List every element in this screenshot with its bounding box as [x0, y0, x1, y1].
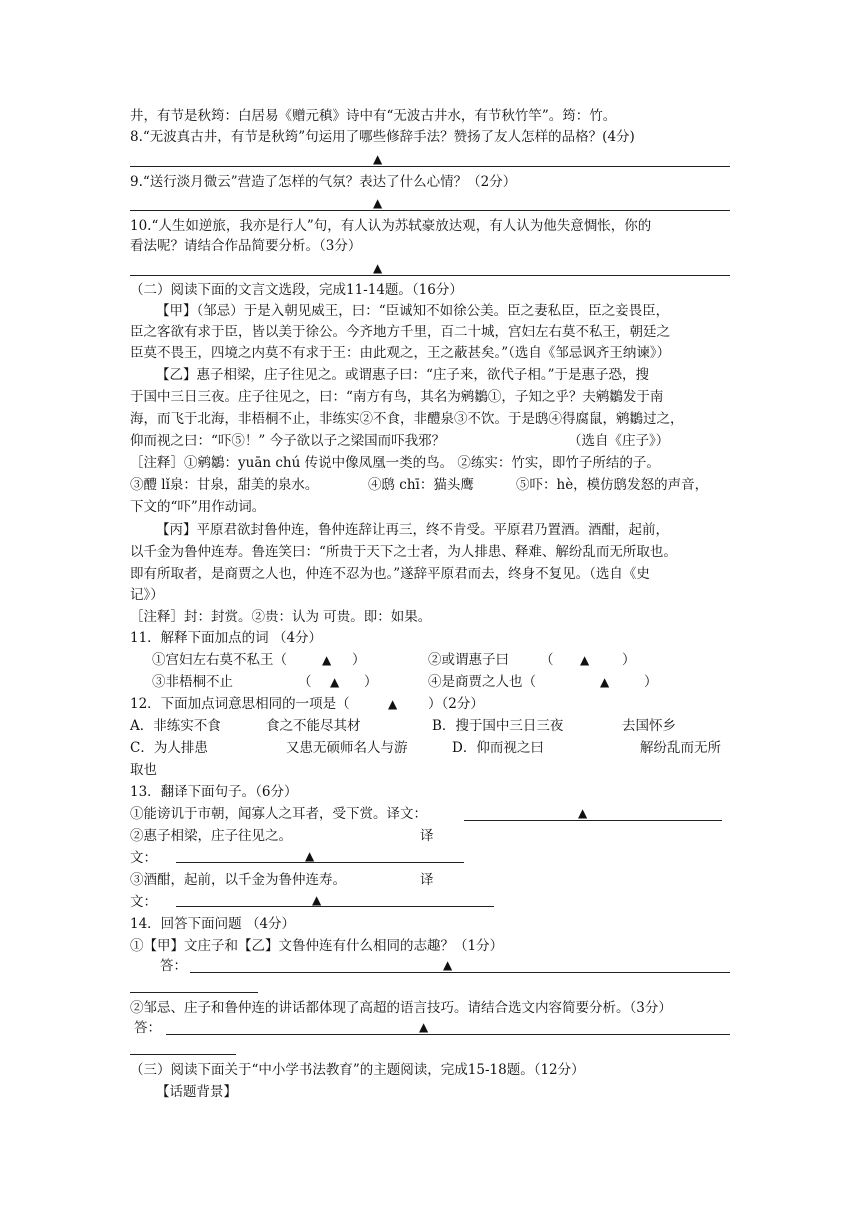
answer-label: 答： — [134, 1020, 161, 1036]
answer-line-q14-2[interactable] — [166, 1034, 730, 1035]
paren-close: ） — [352, 652, 366, 668]
answer-marker[interactable]: ▲ — [580, 653, 590, 667]
q12-option-d: D．仰而视之曰 — [452, 740, 544, 756]
answer-marker: ▲ — [373, 152, 383, 166]
passage-a-line: 【甲】（邹忌）于是入朝见威王，曰：“臣诚知不如徐公美。臣之妻私臣，臣之妾畏臣， — [156, 303, 670, 319]
passage-c-line: 以千金为鲁仲连寿。鲁连笑曰：“所贵于天下之士者，为人排患、释难、解纷乱而无所取也。 — [130, 544, 677, 560]
question-13: 13．翻译下面句子。（6分） — [130, 784, 298, 800]
question-8: 8.“无波真古井，有节是秋筠”句运用了哪些修辞手法？赞扬了友人怎样的品格？(4分) — [130, 129, 635, 145]
q14-part-2: ②邹忌、庄子和鲁仲连的讲话都体现了高超的语言技巧。请结合选文内容简要分析。（3分） — [130, 1000, 672, 1016]
q12-option-a: A．非练实不食 — [130, 718, 221, 734]
answer-marker[interactable]: ▲ — [330, 675, 340, 689]
answer-marker[interactable]: ▲ — [600, 675, 610, 689]
annotation-line: ③醴 lǐ泉：甘泉，甜美的泉水。 — [130, 477, 319, 493]
answer-line-q13-1[interactable] — [464, 820, 722, 821]
passage-a-line: 臣莫不畏王，四境之内莫不有求于王：由此观之，王之蔽甚矣。”（选自《邹忌讽齐王纳谏》） — [130, 345, 671, 361]
q12-option-d-compare: 解纷乱而无所 — [640, 740, 721, 756]
annotation-line: ［注释］封：封赏。②贵：认为 可贵。即：如果。 — [130, 609, 432, 625]
annotation-item: ④鸱 chī：猫头鹰 — [368, 477, 474, 493]
answer-marker: ▲ — [312, 893, 322, 907]
answer-marker: ▲ — [419, 1020, 429, 1034]
question-12-score: ）（2分） — [428, 696, 484, 712]
q11-item-3: ③非梧桐不止 — [152, 674, 233, 690]
answer-marker: ▲ — [443, 958, 453, 972]
q13-sentence-2: ②惠子相梁，庄子往见之。 — [130, 828, 292, 844]
answer-marker: ▲ — [578, 806, 588, 820]
passage-b-line: 海，而飞于北海，非梧桐不止，非练实②不食，非醴泉③不饮。于是鸱④得腐鼠，鹓鶵过之， — [130, 411, 684, 427]
passage-c-line: 即有所取者，是商贾之人也，仲连不忍为也。”遂辞平原君而去，终身不复见。（选自《史 — [130, 566, 650, 582]
q12-option-c: C．为人排患 — [130, 740, 208, 756]
q12-option-c-compare: 又患无硕师名人与游 — [286, 740, 408, 756]
answer-label: 答： — [160, 958, 187, 974]
question-14: 14．回答下面问题 （4分） — [130, 916, 296, 932]
answer-marker: ▲ — [373, 261, 383, 275]
answer-line-q14-2-cont[interactable] — [130, 1054, 236, 1055]
q13-sentence-3: ③酒酣，起前，以千金为鲁仲连寿。 — [130, 872, 346, 888]
translation-label-cont: 文： — [130, 850, 157, 866]
translation-label-cont: 文： — [130, 894, 157, 910]
annotation-item: ⑤吓：hè，模仿鸱发怒的声音， — [516, 477, 709, 493]
answer-line-q8[interactable] — [130, 166, 730, 167]
paren-open: （ — [540, 652, 554, 668]
question-11: 11．解释下面加点的词 （4分） — [130, 630, 323, 646]
answer-marker[interactable]: ▲ — [388, 697, 398, 711]
answer-line-q14-1[interactable] — [190, 972, 730, 973]
paren-close: ） — [364, 674, 378, 690]
q13-sentence-1: ①能谤讥于市朝，闻寡人之耳者，受下赏。译文： — [130, 806, 427, 822]
answer-marker[interactable]: ▲ — [322, 653, 332, 667]
question-9: 9.“送行淡月微云”营造了怎样的气氛？表达了什么心情？（2分） — [130, 174, 517, 190]
passage-b-source: （选自《庄子》） — [568, 433, 670, 449]
passage-b-line: 仰而视之曰：“吓⑤！” 今子欲以子之梁国而吓我邪？ — [130, 433, 446, 449]
translation-label: 译 — [420, 828, 434, 844]
answer-line-q9[interactable] — [130, 210, 730, 211]
passage-b-line: 【乙】惠子相梁，庄子往见之。或谓惠子曰：“庄子来，欲代子相。”于是惠子恐，搜 — [156, 367, 650, 383]
q12-option-b-compare: 去国怀乡 — [622, 718, 676, 734]
answer-marker: ▲ — [305, 849, 315, 863]
section-2-title: （二）阅读下面的文言文选段，完成11-14题。（16分） — [130, 282, 463, 298]
passage-c-line: 记》） — [130, 587, 164, 603]
paren-open: （ — [298, 674, 312, 690]
q14-part-1: ①【甲】文庄子和【乙】文鲁仲连有什么相同的志趣？（1分） — [130, 938, 504, 954]
passage-b-line: 于国中三日三夜。庄子往见之，曰：“南方有鸟，其名为鹓鶵①，子知之乎？夫鹓鶵发于南 — [130, 389, 664, 405]
q12-option-d-cont: 取也 — [130, 762, 157, 778]
annotation-line: 下文的“吓”用作动词。 — [130, 499, 266, 515]
answer-line-q13-2[interactable] — [176, 862, 464, 863]
question-10-cont: 看法呢？请结合作品简要分析。（3分） — [130, 238, 362, 254]
answer-line-q14-1-cont[interactable] — [130, 992, 258, 993]
topic-background-heading: 【话题背景】 — [156, 1084, 237, 1100]
question-12: 12．下面加点词意思相同的一项是（ — [130, 696, 350, 712]
answer-marker: ▲ — [373, 196, 383, 210]
translation-label: 译 — [420, 872, 434, 888]
passage-c-line: 【丙】平原君欲封鲁仲连，鲁仲连辞让再三，终不肯受。平原君乃置酒。酒酣，起前， — [156, 522, 669, 538]
answer-line-q10[interactable] — [130, 275, 730, 276]
text-line: 井，有节是秋筠：白居易《赠元稹》诗中有“无波古井水，有节秋竹竿”。筠：竹。 — [130, 108, 617, 124]
q12-option-a-compare: 食之不能尽其材 — [266, 718, 361, 734]
annotation-line: ［注释］①鹓鶵：yuān chú 传说中像凤凰一类的鸟。 ②练实：竹实，即竹子所结的子。 — [130, 455, 660, 471]
q11-item-1: ①宫妇左右莫不私王（ — [152, 652, 287, 668]
q11-item-2: ②或谓惠子曰 — [428, 652, 509, 668]
question-10: 10.“人生如逆旅，我亦是行人”句，有人认为苏轼豪放达观，有人认为他失意惆怅，你的 — [130, 218, 652, 234]
paren-close: ） — [622, 652, 636, 668]
paren-close: ） — [644, 674, 658, 690]
passage-a-line: 臣之客欲有求于臣，皆以美于徐公。今齐地方千里，百二十城，宫妇左右莫不私王，朝廷之 — [130, 324, 670, 340]
q11-item-4: ④是商贾之人也（ — [428, 674, 536, 690]
answer-line-q13-3[interactable] — [176, 906, 494, 907]
section-3-title: （三）阅读下面关于“中小学书法教育”的主题阅读，完成15-18题。（12分） — [130, 1062, 585, 1078]
q12-option-b: B．搜于国中三日三夜 — [432, 718, 564, 734]
